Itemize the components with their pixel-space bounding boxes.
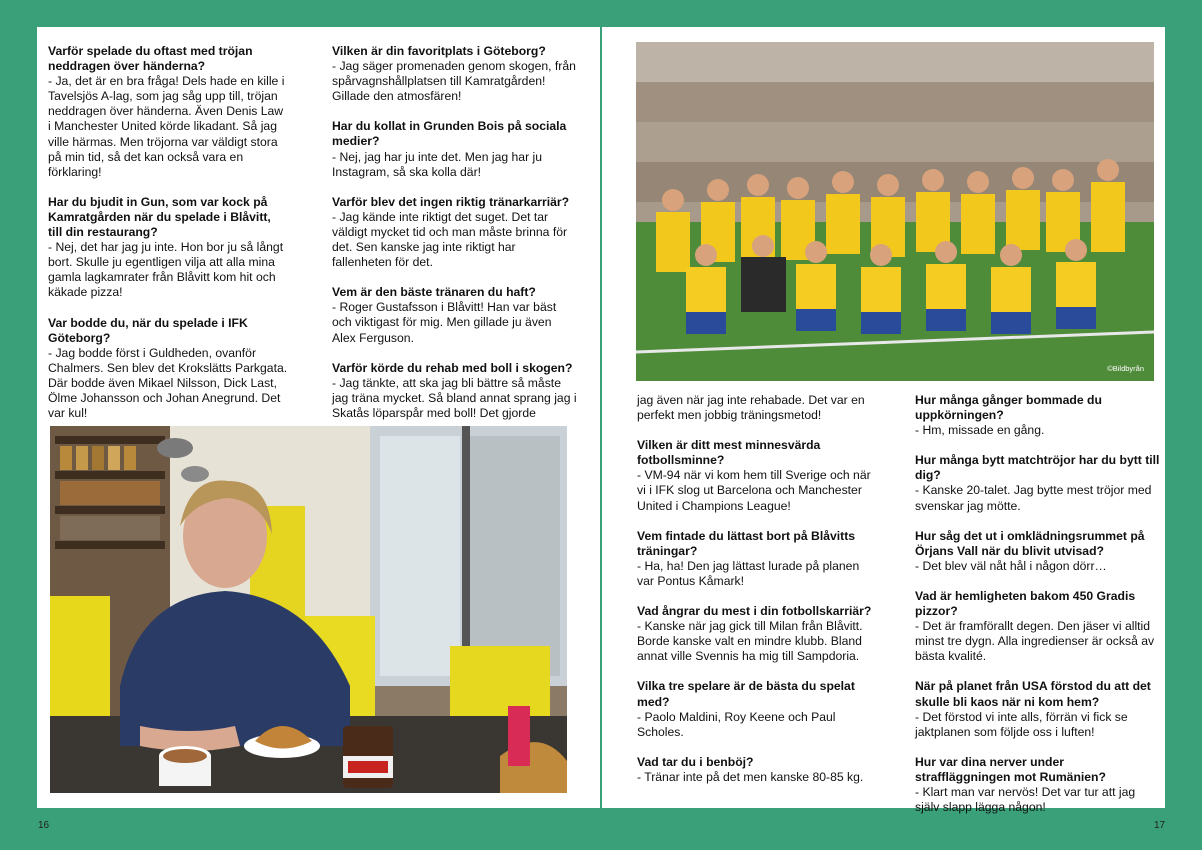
interview-qa-block	[915, 529, 1160, 574]
text-column-1	[48, 44, 288, 436]
interview-answer: - Ja, det är en bra fråga! Dels hade en kille i Tavelsjös A-lag, som jag såg upp till, tröjan neddragen över händerna. Även Denis Law i Manchester United körde likadant. Så jag ville härmas. Men tröjorna var väldigt stora på min tid, så det kan också vara en förklaring!	[48, 74, 285, 179]
cafe-photo	[50, 426, 567, 793]
photo-credit: ©Bildbyrån	[1107, 364, 1144, 373]
interview-question: Hur många bytt matchtröjor har du bytt till dig?	[915, 453, 1160, 483]
interview-answer: - Tränar inte på det men kanske 80-85 kg.	[637, 769, 864, 784]
left-page	[37, 27, 600, 808]
cafe-photo-illustration	[50, 426, 567, 793]
interview-answer: - Jag kände inte riktigt det suget. Det tar väldigt mycket tid och man måste brinna för det. Sen kanske jag inte riktigt har fallenheten för det.	[332, 209, 568, 270]
text-column-3	[637, 393, 877, 800]
interview-question: Vad tar du i benböj?	[637, 754, 754, 769]
interview-answer: - Kanske när jag gick till Milan från Blåvitt. Borde kanske valt en mindre klubb. Bland annat ville Svennis ha mig till Sampdoria.	[637, 619, 863, 664]
interview-qa-block	[637, 393, 877, 423]
interview-question: När på planet från USA förstod du att det skulle bli kaos när ni kom hem?	[915, 679, 1151, 709]
interview-qa-block	[332, 361, 577, 421]
team-photo	[636, 42, 1154, 381]
interview-question: Varför blev det ingen riktig tränarkarriär?	[332, 194, 570, 209]
interview-qa-block	[48, 44, 288, 180]
interview-qa-block	[332, 119, 577, 179]
interview-question: Hur såg det ut i omklädningsrummet på Örjans Vall när du blivit utvisad?	[915, 528, 1145, 558]
interview-qa-block	[915, 453, 1160, 513]
right-page	[602, 27, 1165, 815]
interview-qa-block	[915, 393, 1160, 438]
interview-qa-block	[637, 679, 877, 739]
interview-answer: - Det är framförallt degen. Den jäser vi alltid minst tre dygn. Alla ingredienser är också av bästa kvalité.	[915, 619, 1155, 664]
interview-answer: jag även när jag inte rehabade. Det var en perfekt men jobbig träningsmetod!	[637, 393, 865, 423]
interview-qa-block	[915, 755, 1160, 815]
interview-question: Vilken är ditt mest minnesvärda fotbollsminne?	[637, 438, 821, 468]
interview-question: Hur var dina nerver under straffläggningen mot Rumänien?	[915, 754, 1106, 784]
interview-answer: - Paolo Maldini, Roy Keene och Paul Scholes.	[637, 709, 836, 739]
interview-answer: - Klart man var nervös! Det var tur att jag själv slapp lägga någon!	[915, 784, 1136, 815]
text-column-2	[332, 44, 577, 436]
text-column-4	[915, 393, 1160, 830]
interview-answer: - Nej, jag har ju inte det. Men jag har ju Instagram, så ska kolla där!	[332, 149, 543, 179]
interview-answer: - Jag säger promenaden genom skogen, från spårvagnshållplatsen till Kamratgården! Gillade den atmosfären!	[332, 59, 576, 104]
team-photo-illustration	[636, 42, 1154, 381]
interview-answer: - Jag tänkte, att ska jag bli bättre så måste jag träna mycket. Så bland annat sprang jag i Skatås löparspår med boll! Det gjorde	[332, 375, 577, 420]
interview-qa-block	[332, 285, 577, 345]
interview-answer: - VM-94 när vi kom hem till Sverige och när vi i IFK slog ut Barcelona och Manchester United i Champions League!	[637, 468, 871, 513]
interview-qa-block	[637, 529, 877, 589]
interview-answer: - Det förstod vi inte alls, förrän vi fick se jaktplanen som följde oss i luften!	[915, 709, 1128, 739]
page-number-left: 16	[38, 820, 50, 831]
interview-qa-block	[915, 679, 1160, 739]
interview-question: Hur många gånger bommade du uppkörningen?	[915, 393, 1102, 423]
interview-question: Var bodde du, när du spelade i IFK Göteborg?	[48, 315, 248, 345]
interview-answer: - Ha, ha! Den jag lättast lurade på planen var Pontus Kåmark!	[637, 558, 860, 588]
interview-answer: - Det blev väl nåt hål i någon dörr…	[915, 558, 1107, 573]
interview-question: Har du kollat in Grunden Bois på sociala medier?	[332, 119, 567, 149]
interview-qa-block	[637, 604, 877, 664]
interview-question: Vilka tre spelare är de bästa du spelat med?	[637, 679, 855, 709]
interview-qa-block	[332, 44, 577, 104]
interview-answer: - Nej, det har jag ju inte. Hon bor ju så långt bort. Skulle ju egentligen vilja att alla mina gamla lagkamrater från Blåvitt kom hit och käkade pizza!	[48, 240, 284, 300]
page-number-right: 17	[1154, 820, 1166, 831]
interview-question: Varför körde du rehab med boll i skogen?	[332, 360, 573, 375]
interview-question: Vem fintade du lättast bort på Blåvitts träningar?	[637, 528, 856, 558]
interview-answer: - Jag bodde först i Guldheden, ovanför Chalmers. Sen blev det Krokslätts Parkgata. Där bodde även Mikael Nilsson, Dick Last, Ölme Johansson och Johan Anegrund. Det var kul!	[48, 345, 288, 421]
interview-qa-block	[332, 195, 577, 270]
interview-question: Vad är hemligheten bakom 450 Gradis pizzor?	[915, 588, 1136, 619]
interview-question: Vem är den bäste tränaren du haft?	[332, 285, 536, 300]
interview-question: Varför spelade du oftast med tröjan neddragen över händerna?	[48, 44, 253, 74]
interview-question: Har du bjudit in Gun, som var kock på Kamratgården när du spelade i Blåvitt, till din restaurang?	[48, 194, 271, 240]
interview-answer: - Hm, missade en gång.	[915, 423, 1045, 438]
interview-qa-block	[48, 316, 288, 422]
interview-qa-block	[637, 755, 877, 785]
interview-question: Vilken är din favoritplats i Göteborg?	[332, 44, 546, 58]
interview-answer: - Kanske 20-talet. Jag bytte mest tröjor med svenskar jag mötte.	[915, 483, 1152, 513]
interview-qa-block	[48, 195, 288, 301]
interview-question: Vad ångrar du mest i din fotbollskarriär?	[637, 604, 872, 619]
interview-answer: - Roger Gustafsson i Blåvitt! Han var bäst och viktigast för mig. Men gillade ju även Alex Ferguson.	[332, 300, 557, 345]
interview-qa-block	[915, 589, 1160, 664]
interview-qa-block	[637, 438, 877, 513]
